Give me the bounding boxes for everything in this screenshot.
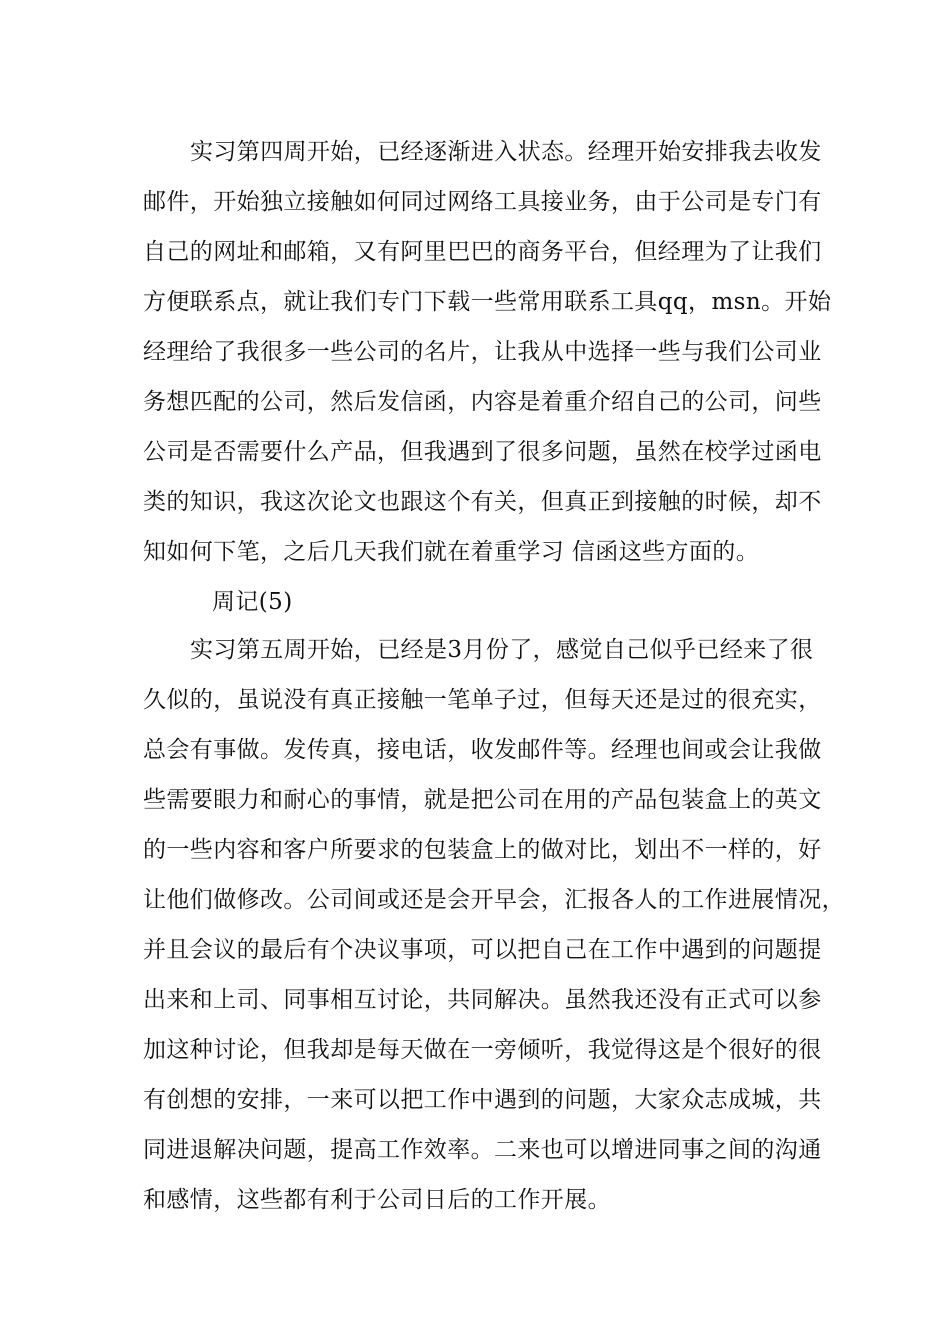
paragraph-2-line-10: 有创想的安排，一来可以把工作中遇到的问题，大家众志成城，共	[143, 1087, 822, 1113]
paragraph-2-line-11: 同进退解决问题，提高工作效率。二来也可以增进同事之间的沟通	[143, 1137, 822, 1163]
paragraph-2-line-7: 并且会议的最后有个决议事项，可以把自己在工作中遇到的问题提	[143, 937, 822, 963]
paragraph-1-line-9: 知如何下笔，之后几天我们就在着重学习 信函这些方面的。	[143, 539, 760, 565]
paragraph-2-line-9: 加这种讨论，但我却是每天做在一旁倾听，我觉得这是个很好的很	[143, 1037, 822, 1063]
paragraph-1-line-6: 务想匹配的公司，然后发信函，内容是着重介绍自己的公司，问些	[143, 389, 822, 415]
paragraph-2-line-12: 和感情，这些都有利于公司日后的工作开展。	[143, 1187, 611, 1213]
section-heading: 周记(5)	[212, 589, 293, 615]
paragraph-2-line-5: 的一些内容和客户所要求的包装盒上的做对比，划出不一样的，好	[143, 837, 822, 863]
paragraph-1-line-7: 公司是否需要什么产品，但我遇到了很多问题，虽然在校学过函电	[143, 439, 822, 465]
paragraph-2-line-2: 久似的，虽说没有真正接触一笔单子过，但每天还是过的很充实，	[143, 687, 822, 713]
paragraph-1-line-1: 实习第四周开始，已经逐渐进入状态。经理开始安排我去收发	[190, 139, 822, 165]
paragraph-2-line-8: 出来和上司、同事相互讨论，共同解决。虽然我还没有正式可以参	[143, 987, 822, 1013]
paragraph-2-line-4: 些需要眼力和耐心的事情，就是把公司在用的产品包装盒上的英文	[143, 787, 822, 813]
paragraph-1-line-5: 经理给了我很多一些公司的名片，让我从中选择一些与我们公司业	[143, 339, 822, 365]
paragraph-2-line-6: 让他们做修改。公司间或还是会开早会，汇报各人的工作进展情况，	[143, 887, 845, 913]
paragraph-1-line-8: 类的知识，我这次论文也跟这个有关，但真正到接触的时候，却不	[143, 489, 822, 515]
paragraph-1-line-3: 自己的网址和邮箱，又有阿里巴巴的商务平台，但经理为了让我们	[143, 239, 822, 265]
paragraph-1-line-4: 方便联系点，就让我们专门下载一些常用联系工具qq，msn。开始	[143, 289, 832, 315]
paragraph-1-line-2: 邮件，开始独立接触如何同过网络工具接业务，由于公司是专门有	[143, 189, 822, 215]
paragraph-2-line-1: 实习第五周开始，已经是3月份了，感觉自己似乎已经来了很	[190, 637, 814, 663]
paragraph-2-line-3: 总会有事做。发传真，接电话，收发邮件等。经理也间或会让我做	[143, 737, 822, 763]
